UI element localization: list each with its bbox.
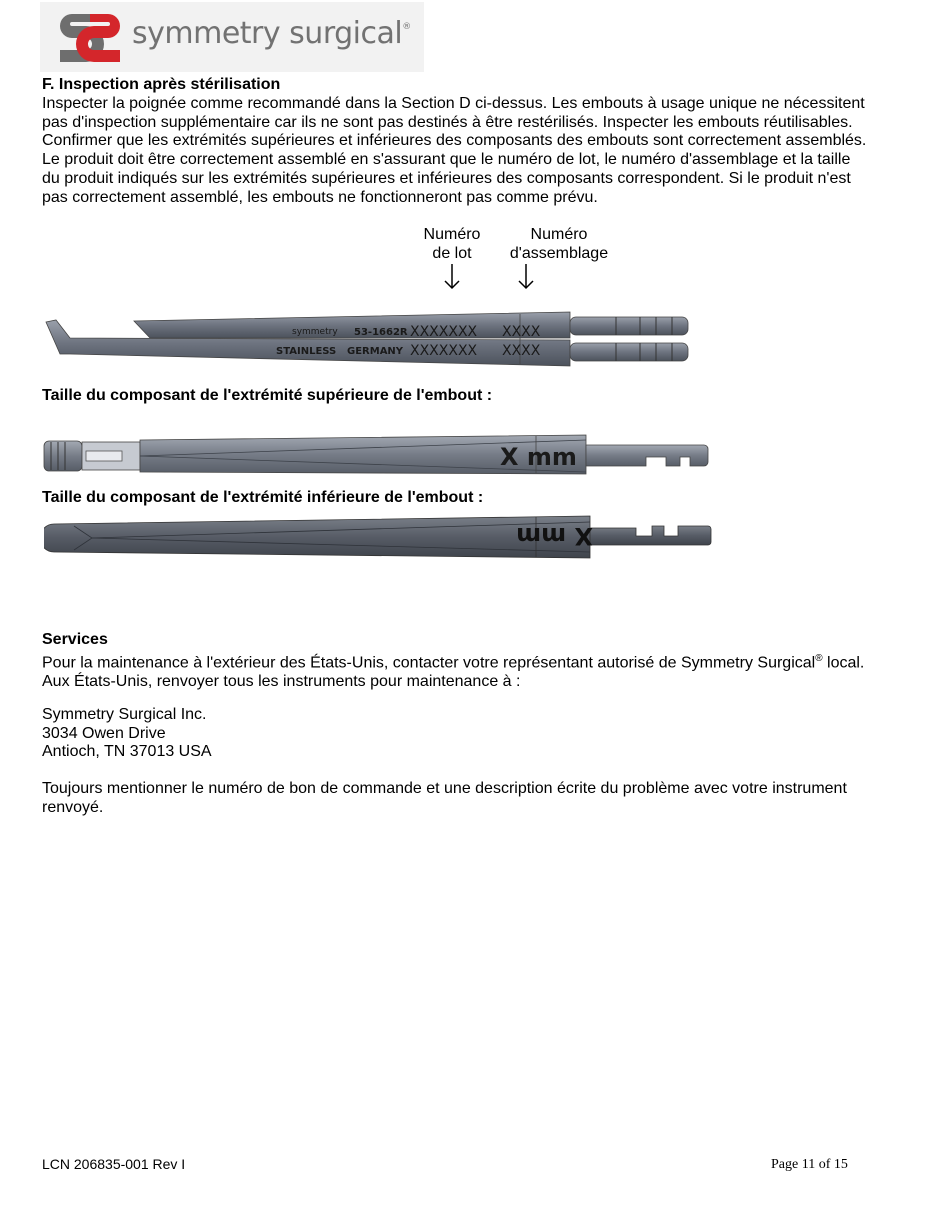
logo-mark-icon [56, 10, 124, 66]
upper-component-illustration [42, 432, 714, 480]
services-line: Pour la maintenance à l'extérieur des États-Unis, contacter votre représentant autorisé de Symmetry Surgical® local. [42, 653, 865, 672]
callout-lot-number: Numéro de lot [423, 226, 481, 262]
note-line: Toujours mentionner le numéro de bon de commande et une description écrite du problème avec votre instrument [42, 780, 847, 797]
engraving-assembly-lower: XXXX [502, 343, 541, 359]
footer-page-number: Page 11 of 15 [771, 1157, 848, 1172]
body-line: Confirmer que les extrémités supérieures et inférieures des composants des embouts sont correctement assemblés. [42, 132, 867, 150]
arrow-down-icon [514, 263, 538, 291]
company-logo [40, 2, 424, 72]
section-f-body [42, 95, 932, 207]
body-line: du produit indiqués sur les extrémités supérieures et inférieures des composants correspondent. Si le produit n'est [42, 169, 851, 187]
arrow-down-icon [440, 263, 464, 291]
address-line: Symmetry Surgical Inc. [42, 706, 207, 723]
service-address [42, 706, 932, 762]
engraving-lot-upper: XXXXXXX [410, 324, 478, 340]
services-body [42, 650, 932, 692]
services-title: Services [42, 631, 108, 648]
logo-wordmark: symmetry surgical® [132, 16, 411, 51]
size-mark-upper: X mm [500, 443, 577, 471]
note-line: renvoyé. [42, 798, 104, 816]
services-line: Aux États-Unis, renvoyer tous les instruments pour maintenance à : [42, 673, 521, 691]
engraving-brand: symmetry [292, 327, 338, 337]
engraving-assembly-upper: XXXX [502, 324, 541, 340]
assembled-tip-illustration [40, 308, 700, 372]
body-line: Le produit doit être correctement assemblé en s'assurant que le numéro de lot, le numéro d'assemblage et la taille [42, 151, 851, 169]
services-note [42, 780, 932, 817]
body-line: Inspecter la poignée comme recommandé dans la Section D ci-dessus. Les embouts à usage unique ne nécessitent [42, 95, 865, 112]
body-line: pas d'inspection supplémentaire car ils ne sont pas destinés à être restérilisés. Inspecter les embouts réutilisables. [42, 113, 853, 131]
body-line: pas correctement assemblé, les embouts ne fonctionneront pas comme prévu. [42, 188, 598, 206]
lower-size-heading: Taille du composant de l'extrémité inférieure de l'embout : [42, 489, 484, 506]
address-line: Antioch, TN 37013 USA [42, 743, 212, 761]
lower-component-illustration [44, 514, 716, 562]
callout-assembly-number: Numéro d'assemblage [509, 226, 609, 262]
engraving-part-number: 53-1662R [354, 327, 408, 338]
engraving-material: STAINLESS [276, 346, 337, 357]
engraving-origin: GERMANY [347, 346, 404, 357]
size-mark-lower: X mm [516, 522, 593, 550]
upper-size-heading: Taille du composant de l'extrémité supérieure de l'embout : [42, 387, 493, 404]
footer-doc-id: LCN 206835-001 Rev I [42, 1156, 186, 1172]
engraving-lot-lower: XXXXXXX [410, 343, 478, 359]
address-line: 3034 Owen Drive [42, 724, 166, 742]
section-f-title: F. Inspection après stérilisation [42, 76, 281, 93]
